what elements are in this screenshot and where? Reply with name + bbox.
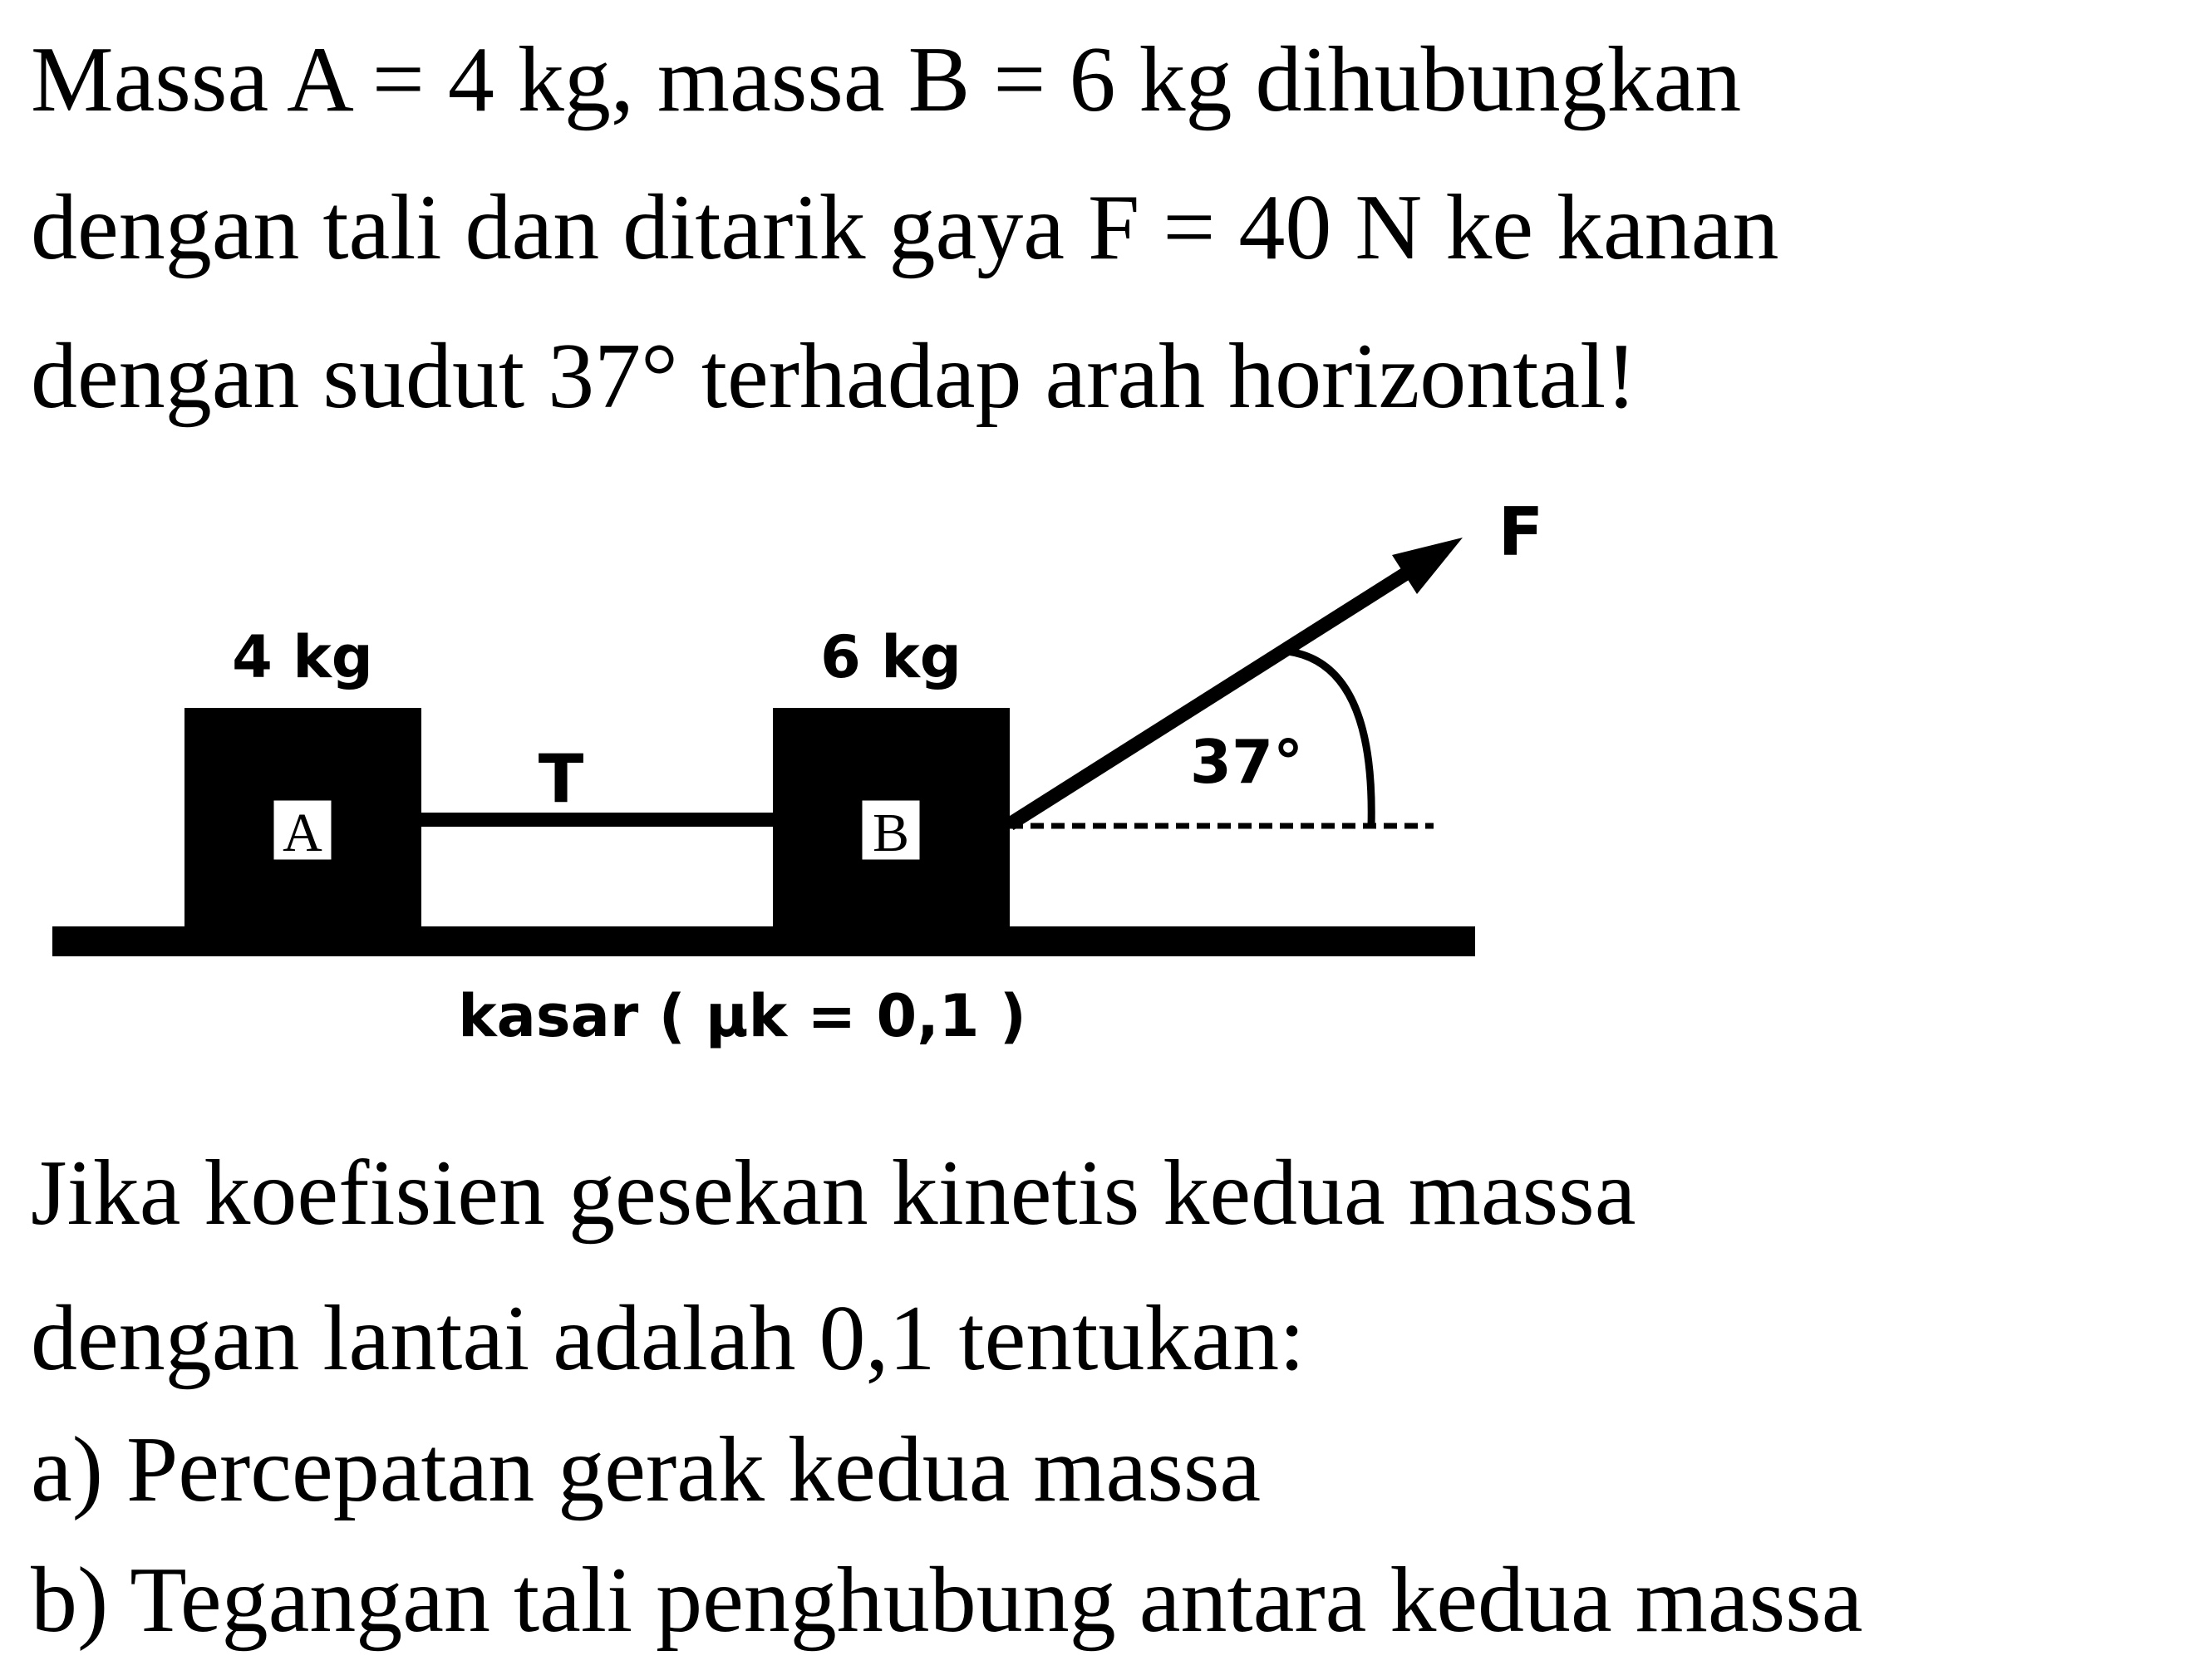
question-line-1: Jika koefisien gesekan kinetis kedua massa [31, 1142, 1636, 1245]
question-line-2: dengan lantai adalah 0,1 tentukan: [31, 1287, 1306, 1390]
block-b-mass-label: 6 kg [820, 623, 962, 691]
block-a-letter: A [283, 803, 322, 863]
force-label: F [1498, 494, 1544, 571]
tension-label: T [538, 740, 584, 818]
question-item-b: b) Tegangan tali penghubung antara kedua massa [31, 1549, 1863, 1652]
force-arrow-head [1392, 538, 1463, 594]
block-b-letter: B [872, 803, 910, 863]
angle-label: 37° [1189, 727, 1304, 797]
intro-line-1: Massa A = 4 kg, massa B = 6 kg dihubungkan [31, 28, 1742, 131]
rope [420, 813, 775, 827]
intro-line-2: dengan tali dan ditarik gaya F = 40 N ke kanan [31, 176, 1779, 279]
question-item-a: a) Percepatan gerak kedua massa [31, 1418, 1262, 1521]
intro-line-3: dengan sudut 37° terhadap arah horizontal! [31, 325, 1637, 428]
floor-friction-label: kasar ( μk = 0,1 ) [458, 982, 1026, 1050]
block-a-mass-label: 4 kg [232, 623, 373, 691]
